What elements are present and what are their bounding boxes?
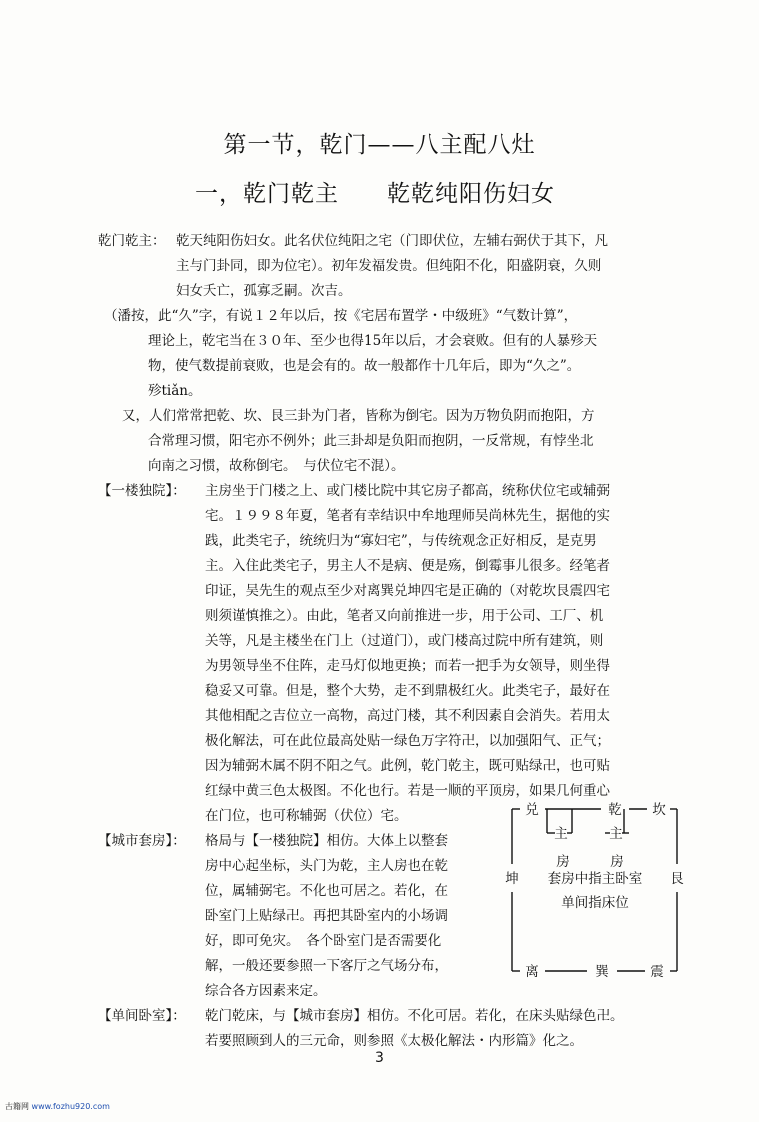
text-line: 合常理习惯，阳宅亦不例外；此三卦却是负阳而抱阴，一反常规，有悖坐北 <box>148 433 594 449</box>
footer-link[interactable]: www.fozhu920.com <box>31 1102 110 1111</box>
text-line: 践，此类宅子，统统归为“寡妇宅”，与传统观念正好相反，是克男 <box>205 533 597 549</box>
text-line: 解，一般还要参照一下客厅之气场分布， <box>205 958 448 974</box>
text-line: 主。入住此类宅子，男主人不是病、便是殇，倒霉事儿很多。经笔者 <box>205 558 610 574</box>
trigram-zhen: 震 <box>650 964 664 980</box>
text-line: 物，使气数提前衰败，也是会有的。故一般都作十几年后，即为“久之”。 <box>148 358 581 374</box>
text-line: 综合各方因素来定。 <box>205 983 327 999</box>
trigram-xun: 巽 <box>595 964 609 980</box>
text-line: 房中心起坐标，头门为乾，主人房也在乾 <box>205 858 448 874</box>
diagram-note-suite: 套房中指主卧室 <box>547 871 643 887</box>
text-line: （潘按，此“久”字，有说１２年以后，按《宅居布置学・中级班》“气数计算”， <box>104 308 578 324</box>
text-line: 主房坐于门楼之上、或门楼比院中其它房子都高，统称伏位宅或辅弼 <box>205 483 610 499</box>
text-line: 关等，凡是主楼坐在门上（过道门），或门楼高过院中所有建筑，则 <box>205 633 604 649</box>
room-label: 主 <box>554 826 568 842</box>
text-line: 乾天纯阳伤妇女。此名伏位纯阳之宅（门即伏位，左辅右弼伏于其下，凡 <box>176 233 608 249</box>
trigram-qian: 乾 <box>608 802 622 818</box>
text-line: 若要照顾到人的三元命，则参照《太极化解法・内形篇》化之。 <box>205 1033 583 1049</box>
section-label-yilou: 【一楼独院】： <box>98 483 186 499</box>
text-line: 在门位，也可称辅弼（伏位）宅。 <box>205 808 408 824</box>
text-line: 红绿中黄三色太极图。不化也行。若是一顺的平顶房，如果几何重心 <box>205 783 610 799</box>
trigram-dui: 兑 <box>525 802 539 818</box>
text-line: 殄tiǎn。 <box>148 383 202 399</box>
text-line: 其他相配之吉位立一高物，高过门楼，其不利因素自会消失。若用太 <box>205 708 610 724</box>
text-line: 乾门乾床，与【城市套房】相仿。不化可居。若化，在床头贴绿色卍。 <box>205 1008 624 1024</box>
room-text: 房 <box>610 854 624 870</box>
room-label: 主 <box>609 826 623 842</box>
text-line: 理论上，乾宅当在３０年、至少也得15年以后，才会衰败。但有的人暴殄天 <box>148 333 598 349</box>
site-footer <box>5 1101 110 1112</box>
text-line: 印证，吴先生的观点至少对离巽兑坤四宅是正确的（对乾坎艮震四宅 <box>205 583 610 599</box>
text-line: 则须谨慎推之）。由此，笔者又向前推进一步，用于公司、工厂、机 <box>205 608 604 624</box>
text-line: 卧室门上贴绿卍。再把其卧室内的小场调 <box>205 908 448 924</box>
page-number: 3 <box>375 1050 384 1066</box>
section-subtitle: 一，乾门乾主 乾乾纯阳伤妇女 <box>195 181 555 207</box>
text-line: 好，即可免灾。 各个卧室门是否需要化 <box>205 933 442 949</box>
text-line: 稳妥又可靠。但是，整个大势，走不到鼎极红火。此类宅子，最好在 <box>205 683 610 699</box>
text-line: 又，人们常常把乾、坎、艮三卦为门者，皆称为倒宅。因为万物负阴而抱阳，方 <box>122 408 595 424</box>
text-line: 因为辅弼木属不阴不阳之气。此例，乾门乾主，既可贴绿卍，也可贴 <box>205 758 610 774</box>
text-line: 极化解法，可在此位最高处贴一绿色万字符卍，以加强阳气、正气； <box>205 733 610 749</box>
text-line: 为男领导坐不住阵，走马灯似地更换；而若一把手为女领导，则坐得 <box>205 658 610 674</box>
footer-label: 古籍网 <box>5 1102 32 1111</box>
section-label-qianmen: 乾门乾主： <box>98 233 166 249</box>
trigram-li: 离 <box>525 964 539 980</box>
trigram-kun: 坤 <box>505 871 519 887</box>
text-line: 宅。１９９８年夏，笔者有幸结识中牟地理师吴尚林先生，据他的实 <box>205 508 610 524</box>
trigram-gen: 艮 <box>670 871 684 887</box>
text-line: 位，属辅弼宅。不化也可居之。若化，在 <box>205 883 448 899</box>
trigram-kan: 坎 <box>652 802 666 818</box>
page-title: 第一节，乾门——八主配八灶 <box>223 132 536 158</box>
bagua-floor-plan-diagram <box>505 800 685 980</box>
text-line: 主与门卦同，即为位宅）。初年发福发贵。但纯阳不化，阳盛阴衰，久则 <box>176 258 602 274</box>
room-text: 房 <box>556 854 570 870</box>
section-label-chengshi: 【城市套房】： <box>98 833 186 849</box>
section-label-danjian: 【单间卧室】： <box>98 1008 186 1024</box>
diagram-note-room: 单间指床位 <box>561 895 629 911</box>
text-line: 妇女夭亡，孤寡乏嗣。次吉。 <box>176 283 352 299</box>
text-line: 格局与【一楼独院】相仿。大体上以整套 <box>205 833 448 849</box>
text-line: 向南之习惯，故称倒宅。 与伏位宅不混）。 <box>148 458 405 474</box>
